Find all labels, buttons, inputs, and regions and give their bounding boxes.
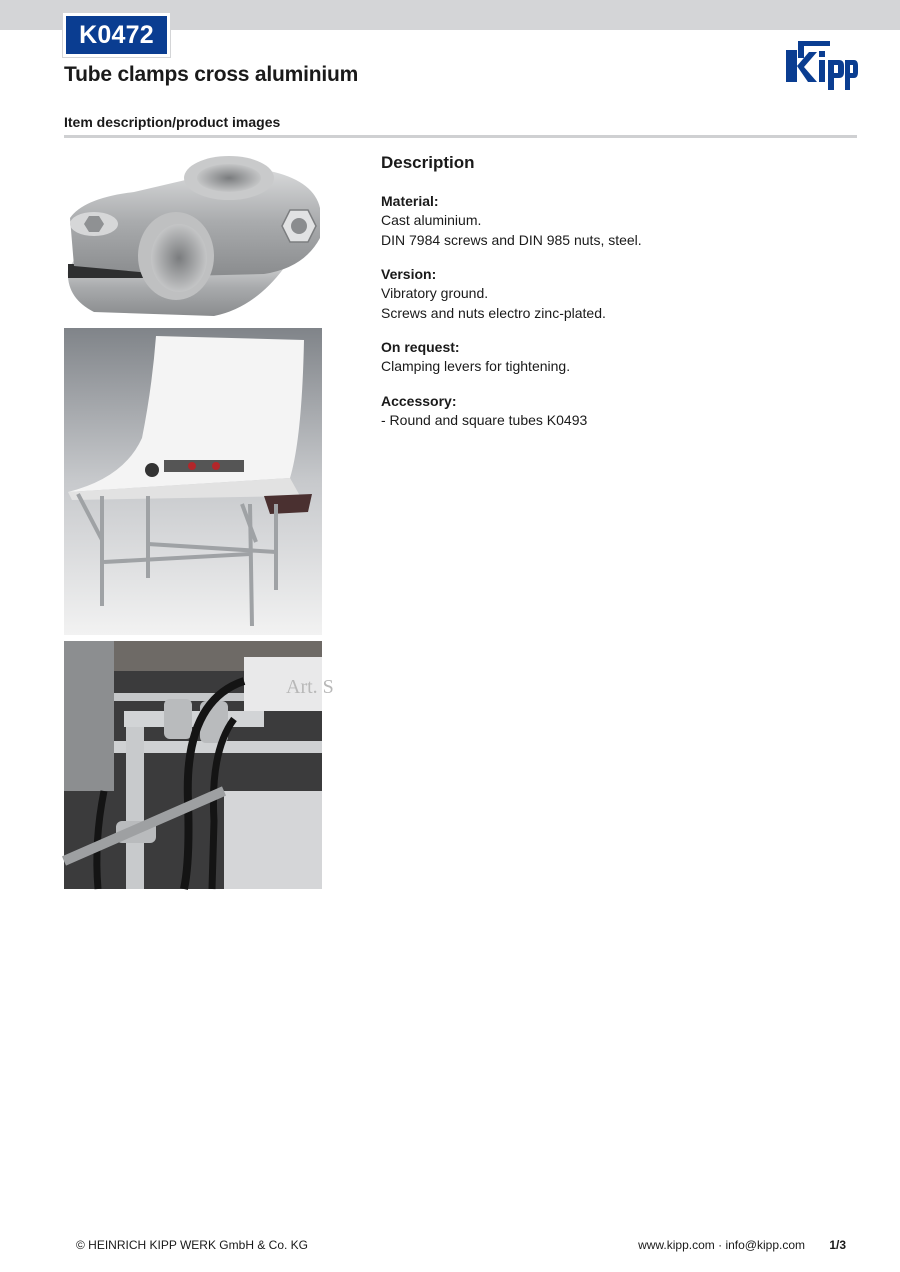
accessory-line-1: - Round and square tubes K0493 [381,411,588,428]
product-image-machine [64,641,334,889]
on-request-line-1: Clamping levers for tightening. [381,358,571,374]
footer-contact: www.kipp.com · info@kipp.com [638,1238,805,1252]
on-request-group [381,338,851,377]
item-code-badge: K0472 [63,13,170,57]
footer-page-number: 1/3 [829,1238,846,1252]
machine-label-text: Art. S [286,676,334,698]
section-divider [64,135,857,138]
material-label: Material: [381,193,439,209]
material-group [381,192,851,250]
version-line-2: Screws and nuts electro zinc-plated. [381,304,606,321]
version-label: Version: [381,266,437,282]
material-line-1: Cast aluminium. [381,212,482,228]
material-line-2: DIN 7984 screws and DIN 985 nuts, steel. [381,231,642,248]
description-title: Description [381,153,475,172]
footer-copyright: © HEINRICH KIPP WERK GmbH & Co. KG [76,1238,308,1252]
version-group [381,265,851,323]
page-title: Tube clamps cross aluminium [64,63,359,86]
version-line-1: Vibratory ground. [381,285,489,301]
product-image-photo-table [64,328,322,635]
kipp-logo-icon [784,38,860,92]
description-panel [381,153,851,445]
section-heading: Item description/product images [64,114,281,130]
on-request-label: On request: [381,339,460,355]
accessory-group [381,392,851,431]
accessory-label: Accessory: [381,392,457,409]
product-image-clamp [64,148,322,322]
kipp-logo [784,38,860,92]
